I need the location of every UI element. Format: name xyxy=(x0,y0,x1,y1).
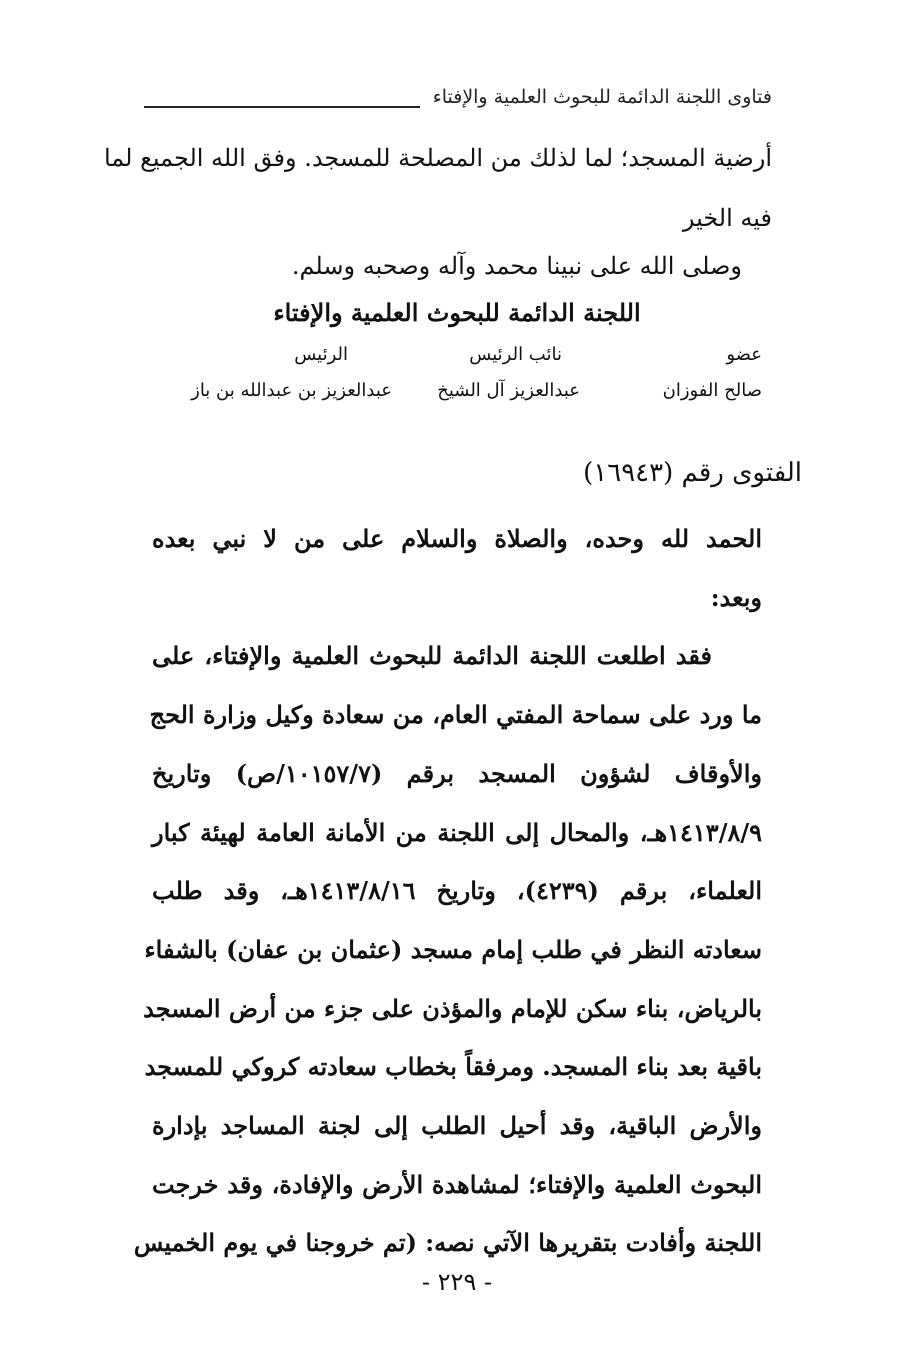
fatwa-line: والأوقاف لشؤون المسجد برقم (١٠١٥٧/٧/ص) وتاريخ xyxy=(152,758,762,788)
fatwa-body xyxy=(133,510,762,1273)
member-name: صالح الفوزان xyxy=(662,380,762,401)
fatwa-line: وبعد: xyxy=(710,582,762,612)
vice-president-name: عبدالعزيز آل الشيخ xyxy=(437,380,580,401)
fatwa-line: بالرياض، بناء سكن للإمام والمؤذن على جزء من أرض المسجد xyxy=(143,993,762,1023)
previous-fatwa-line: فيه الخير xyxy=(682,204,772,232)
president-name: عبدالعزيز بن عبدالله بن باز xyxy=(191,380,392,401)
fatwa-line: باقية بعد بناء المسجد. ومرفقاً بخطاب سعادته كروكي للمسجد xyxy=(144,1052,762,1082)
fatwa-line: ما ورد على سماحة المفتي العام، من سعادة وكيل وزارة الحج xyxy=(149,700,762,730)
president-role: الرئيس xyxy=(294,344,348,365)
fatwa-number: الفتوى رقم (١٦٩٤٣) xyxy=(583,458,802,488)
fatwa-line: ١٤١٣/٨/٩هـ، والمحال إلى اللجنة من الأمانة العامة لهيئة كبار xyxy=(152,817,762,847)
fatwa-line: العلماء، برقم (٤٢٣٩)، وتاريخ ١٤١٣/٨/١٦هـ، وقد طلب xyxy=(152,876,762,906)
header-rule xyxy=(144,106,420,108)
previous-fatwa-line: أرضية المسجد؛ لما لذلك من المصلحة للمسجد. وفق الله الجميع لما xyxy=(103,144,772,172)
member-role: عضو xyxy=(726,344,762,365)
fatwa-line: والأرض الباقية، وقد أحيل الطلب إلى لجنة المساجد بإدارة xyxy=(152,1111,762,1141)
fatwa-line: البحوث العلمية والإفتاء؛ لمشاهدة الأرض والإفادة، وقد خرجت xyxy=(152,1169,762,1199)
fatwa-line: اللجنة وأفادت بتقريرها الآتي نصه: (تم خروجنا في يوم الخميس xyxy=(133,1228,762,1258)
closing-prayer: وصلى الله على نبينا محمد وآله وصحبه وسلم. xyxy=(291,252,742,280)
committee-name: اللجنة الدائمة للبحوث العلمية والإفتاء xyxy=(273,298,641,327)
fatwa-line: سعادته النظر في طلب إمام مسجد (عثمان بن عفان) بالشفاء xyxy=(144,934,762,964)
fatwa-line: فقد اطلعت اللجنة الدائمة للبحوث العلمية والإفتاء، على xyxy=(152,641,712,671)
running-header: فتاوى اللجنة الدائمة للبحوث العلمية والإفتاء xyxy=(432,86,772,108)
page-number: - ٢٢٩ - xyxy=(421,1268,493,1296)
vice-president-role: نائب الرئيس xyxy=(469,344,562,365)
fatwa-line: الحمد لله وحده، والصلاة والسلام على من لا نبي بعده xyxy=(152,524,762,553)
